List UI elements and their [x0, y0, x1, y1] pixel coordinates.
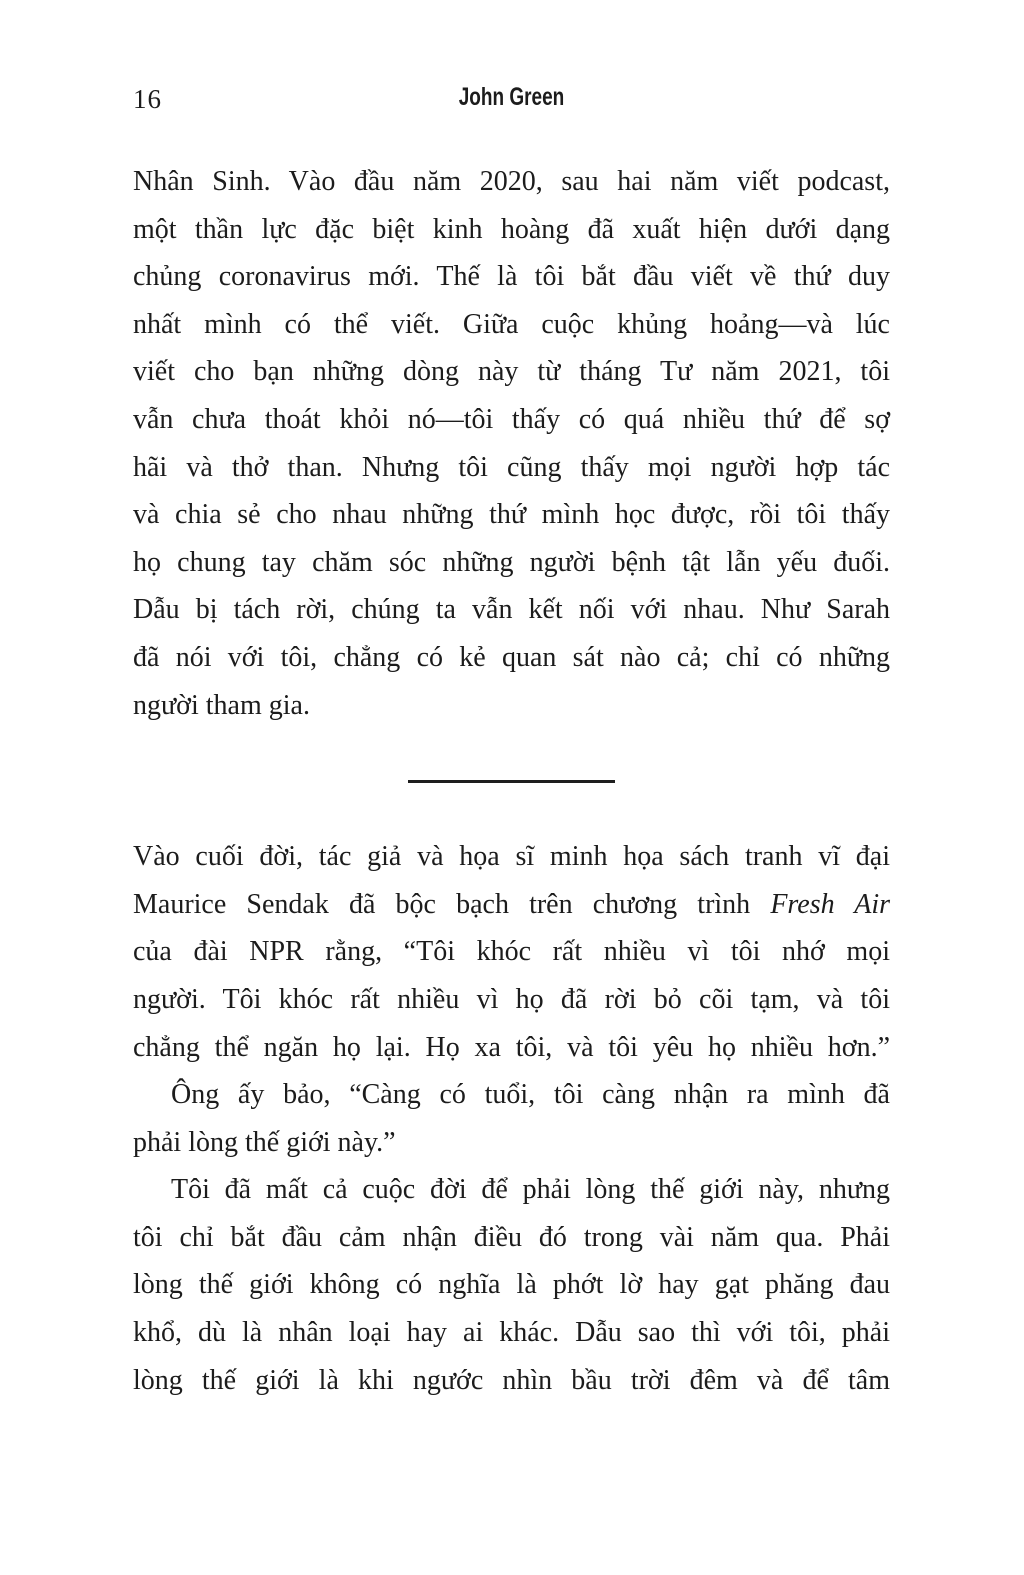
text-line: và chia sẻ cho nhau những thứ mình học được, rồi tôi thấy [133, 499, 890, 531]
text-line [133, 881, 890, 929]
body-text [133, 158, 890, 1404]
text-line: một thần lực đặc biệt kinh hoàng đã xuất hiện dưới dạng [133, 213, 890, 245]
paragraph [133, 158, 890, 729]
running-header-title: John Green [458, 83, 565, 111]
text-line: lòng thế giới không có nghĩa là phớt lờ hay gạt phăng đau [133, 1269, 890, 1301]
paragraph [133, 833, 890, 1071]
page-number: 16 [133, 84, 162, 114]
section-break [133, 729, 890, 833]
paragraph [133, 1071, 890, 1166]
text-line: nhất mình có thể viết. Giữa cuộc khủng hoảng—và lúc [133, 308, 890, 340]
text-line: tôi chỉ bắt đầu cảm nhận điều đó trong vài năm qua. Phải [133, 1221, 890, 1253]
text-line: của đài NPR rằng, “Tôi khóc rất nhiều vì tôi nhớ mọi [133, 936, 890, 968]
text-line: Tôi đã mất cả cuộc đời để phải lòng thế giới này, nhưng [171, 1174, 890, 1206]
text-line: Nhân Sinh. Vào đầu năm 2020, sau hai năm viết podcast, [133, 166, 890, 197]
text-line: khổ, dù là nhân loại hay ai khác. Dẫu sao thì với tôi, phải [133, 1317, 890, 1349]
italic-title: Fresh Air [770, 888, 891, 920]
text-line: viết cho bạn những dòng này từ tháng Tư năm 2021, tôi [133, 356, 890, 388]
text-line: Ông ấy bảo, “Càng có tuổi, tôi càng nhận ra mình đã [171, 1079, 890, 1111]
text-line: vẫn chưa thoát khỏi nó—tôi thấy có quá nhiều thứ để sợ [133, 403, 890, 435]
running-header [133, 83, 890, 115]
text-segment: Maurice Sendak đã bộc bạch trên chương trình [133, 888, 771, 920]
section-break-rule [408, 780, 615, 783]
text-line: chủng coronavirus mới. Thế là tôi bắt đầu viết về thứ duy [133, 261, 890, 293]
paragraph [133, 1166, 890, 1404]
text-line: Vào cuối đời, tác giả và họa sĩ minh họa sách tranh vĩ đại [133, 841, 890, 873]
text-line: họ chung tay chăm sóc những người bệnh tật lẫn yếu đuối. [133, 546, 890, 578]
text-line: chẳng thể ngăn họ lại. Họ xa tôi, và tôi yêu họ nhiều hơn.” [133, 1031, 890, 1063]
text-line: phải lòng thế giới này.” [133, 1126, 396, 1158]
text-line: người tham gia. [133, 689, 310, 721]
text-line: Dẫu bị tách rời, chúng ta vẫn kết nối với nhau. Như Sarah [133, 594, 890, 626]
text-line: lòng thế giới là khi ngước nhìn bầu trời đêm và để tâm [133, 1364, 890, 1396]
text-line: hãi và thở than. Nhưng tôi cũng thấy mọi người hợp tác [133, 451, 890, 483]
text-line: đã nói với tôi, chẳng có kẻ quan sát nào cả; chỉ có những [133, 641, 890, 673]
text-line: người. Tôi khóc rất nhiều vì họ đã rời bỏ cõi tạm, và tôi [133, 983, 890, 1015]
